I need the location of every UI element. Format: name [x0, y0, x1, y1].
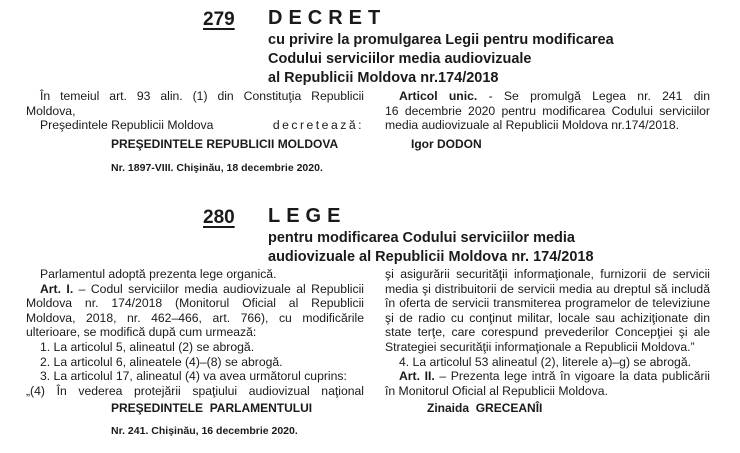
decret-heading: DECRET	[268, 7, 387, 29]
decret-signatory-name: Igor DODON	[411, 137, 482, 151]
law-line: „(4) În vederea protejării spaţiului audiovizual naţional	[26, 383, 364, 398]
article-line: media audiovizuale al Republicii Moldova nr.174/2018.	[385, 118, 680, 133]
law-line: şi asigurării securităţii informaţionale, furnizorii de servicii	[385, 267, 710, 281]
art1-text: – Codul serviciilor media audiovizuale al Republicii	[73, 281, 365, 296]
lege-signatory-title	[111, 401, 312, 415]
lege-reference: Nr. 241. Chişinău, 16 decembrie 2020.	[111, 425, 298, 437]
preamble-line	[26, 118, 364, 133]
art2-text: – Prezenta lege intră în vigoare la data publicării	[434, 369, 710, 384]
decret-reference: Nr. 1897-VIII. Chişinău, 18 decembrie 2020.	[111, 162, 323, 174]
preamble-line: Moldova,	[26, 103, 76, 118]
law-line	[26, 282, 364, 297]
law-line: ulterioare, se modifică după cum urmează:	[26, 325, 257, 340]
law-line: state terţe, care corespund prevederilor Concepţiei şi ale	[385, 325, 710, 340]
lege-right-column	[385, 267, 710, 398]
decret-signatory-title: PREŞEDINTELE REPUBLICII MOLDOVA	[111, 137, 339, 151]
signatory-title-word: PREŞEDINTELE	[111, 401, 204, 415]
signatory-first-name: Zinaida	[427, 401, 470, 415]
lege-heading: LEGE	[268, 205, 347, 227]
decret-subtitle-line: Codului serviciilor media audiovizuale	[268, 51, 532, 67]
decret-preamble	[26, 89, 364, 133]
lege-number: 280	[203, 207, 235, 228]
decret-subtitle	[268, 31, 614, 88]
signatory-title-word: PARLAMENTULUI	[209, 401, 313, 415]
law-line: 1. La articolul 5, alineatul (2) se abrogă.	[40, 339, 255, 354]
law-line: 4. La articolul 53 alineatul (2), literele a)–g) se abrogă.	[399, 354, 691, 369]
article-line	[385, 89, 710, 104]
article-text: - Se promulgă Legea nr. 241 din	[477, 89, 710, 103]
law-line: Strategiei securităţii informaţionale a Republicii Moldova.”	[385, 339, 695, 354]
article-line: 16 decembrie 2020 pentru modificarea Codului serviciilor	[385, 103, 710, 118]
law-line	[385, 369, 710, 384]
law-line: în Monitorul Oficial al Republicii Moldova.	[385, 383, 608, 398]
law-line: Moldova, 2018, nr. 462–466, art. 766), cu modificările	[26, 310, 364, 325]
law-line: în oferta de servicii transmiterea programelor de televiziune	[385, 296, 710, 311]
law-line: 2. La articolul 6, alineatele (4)–(8) se abrogă.	[40, 354, 283, 369]
art2-lead: Art. II.	[399, 369, 435, 384]
signatory-last-name: GRECEANÎI	[475, 401, 543, 415]
lege-signatory-name	[427, 401, 542, 415]
article-lead: Articol unic.	[399, 89, 478, 103]
president-text: Preşedintele Republicii Moldova	[40, 118, 214, 133]
decret-subtitle-line: cu privire la promulgarea Legii pentru modificarea	[268, 32, 614, 48]
law-line: media şi distribuitorii de servicii media au dreptul să includă	[385, 281, 710, 296]
decret-subtitle-line: al Republicii Moldova nr.174/2018	[268, 70, 499, 86]
decret-article	[385, 89, 710, 133]
law-line: şi de radio cu conţinut militar, locale sau achiziţionate din	[385, 310, 710, 325]
lege-subtitle-line: audiovizuale al Republicii Moldova nr. 174/2018	[268, 249, 594, 265]
law-line: Parlamentul adoptă prezenta lege organică.	[40, 267, 277, 281]
lege-left-column	[26, 267, 364, 398]
law-line: 3. La articolul 17, alineatul (4) va avea următorul cuprins:	[40, 369, 347, 384]
decree-verb: decretează:	[272, 118, 364, 133]
lege-subtitle-line: pentru modificarea Codului serviciilor media	[268, 230, 575, 246]
preamble-line: În temeiul art. 93 alin. (1) din Constituţia Republicii	[40, 89, 364, 103]
lege-subtitle	[268, 229, 594, 267]
decret-number: 279	[203, 9, 235, 30]
law-line: Moldova nr. 174/2018 (Monitorul Oficial al Republicii	[26, 296, 364, 311]
art1-lead: Art. I.	[40, 281, 74, 296]
